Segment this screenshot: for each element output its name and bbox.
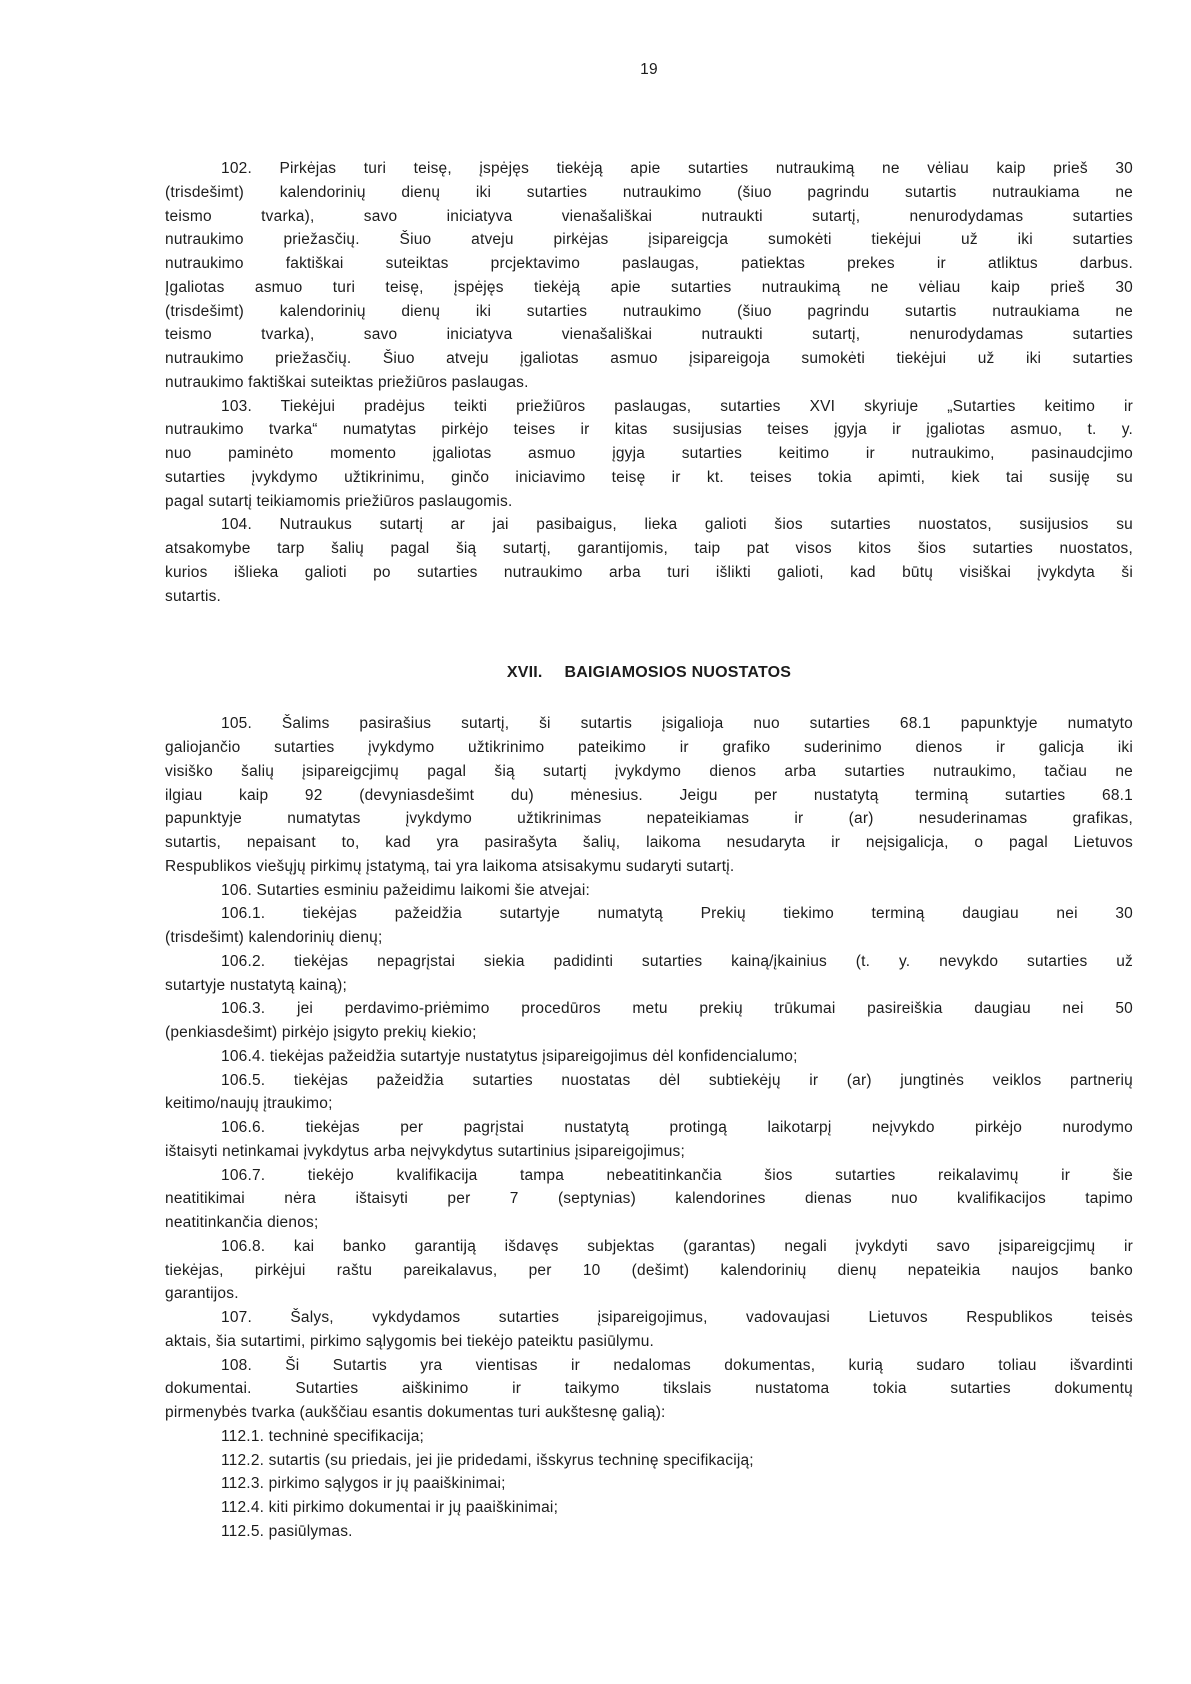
text-line: 112.2. sutartis (su priedais, jei jie pridedami, išskyrus techninę specifikaciją; — [221, 1451, 754, 1469]
paragraph — [165, 997, 1133, 1045]
paragraph — [165, 1472, 1133, 1496]
text-line: aktais, šia sutartimi, pirkimo sąlygomis bei tiekėjo pateiktu pasiūlymu. — [165, 1332, 655, 1350]
text-line: 107. Šalys, vykdydamos sutarties įsipareigojimus, vadovaujasi Lietuvos Respublikos teisės — [221, 1309, 1133, 1326]
paragraph — [165, 1496, 1133, 1520]
paragraph — [165, 879, 1133, 903]
document-body — [165, 157, 1133, 1544]
text-line: 112.1. techninė specifikacija; — [221, 1427, 425, 1445]
paragraph — [165, 712, 1133, 878]
paragraph — [165, 1235, 1133, 1306]
text-line: 112.5. pasiūlymas. — [221, 1522, 353, 1540]
paragraph — [165, 1164, 1133, 1235]
text-line: 106.4. tiekėjas pažeidžia sutartyje nustatytus įsipareigojimus dėl konfidencialumo; — [221, 1047, 798, 1065]
text-line: dokumentai. Sutarties aiškinimo ir taikymo tikslais nustatoma tokia sutarties dokumentų — [165, 1380, 1133, 1398]
text-line: neatitinkančia dienos; — [165, 1214, 319, 1231]
text-line: nuo paminėto momento įgaliotas asmuo įgyja sutarties keitimo ir nutraukimo, pasinaudcjimo — [165, 445, 1133, 462]
paragraph — [165, 1045, 1133, 1069]
text-line: keitimo/naujų įtraukimo; — [165, 1095, 333, 1113]
text-line: ilgiau kaip 92 (devyniasdešimt du) mėnesius. Jeigu per nustatytą terminą sutarties 68.1 — [165, 786, 1133, 804]
paragraph — [165, 1425, 1133, 1449]
text-line: 106.6. tiekėjas per pagrįstai nustatytą protingą laikotarpį neįvykdo pirkėjo nurodymo — [221, 1119, 1133, 1136]
text-line: 104. Nutraukus sutartį ar jai pasibaigus, lieka galioti šios sutarties nuostatos, susijusios su — [221, 516, 1133, 534]
paragraph — [165, 1354, 1133, 1425]
document-content — [165, 58, 1133, 1544]
text-line: teismo tvarka), savo iniciatyva vienašališkai nutraukti sutartį, nenurodydamas sutarties — [165, 326, 1133, 344]
paragraph — [165, 1449, 1133, 1473]
text-line: 106.7. tiekėjo kvalifikacija tampa nebeatitinkančia šios sutarties reikalavimų ir šie — [221, 1166, 1133, 1184]
text-line: 102. Pirkėjas turi teisę, įspėjęs tiekėją apie sutarties nutraukimą ne vėliau kaip prieš 30 — [221, 160, 1133, 177]
text-line: kurios išlieka galioti po sutarties nutraukimo arba turi išlikti galioti, kad būtų visiškai įvykdyta ši — [165, 563, 1133, 581]
text-line: teismo tvarka), savo iniciatyva vienašališkai nutraukti sutartį, nenurodydamas sutarties — [165, 207, 1133, 225]
text-line: (trisdešimt) kalendorinių dienų iki sutarties nutraukimo (šiuo pagrindu sutartis nutraukiama ne — [165, 302, 1133, 320]
text-line: 106.8. kai banko garantiją išdavęs subjektas (garantas) negali įvykdyti savo įsipareigcjimų ir — [221, 1237, 1133, 1255]
paragraph — [165, 1069, 1133, 1117]
text-line: nutraukimo faktiškai suteiktas priežiūros paslaugas. — [165, 373, 529, 391]
text-line: Įgaliotas asmuo turi teisę, įspėjęs tiekėją apie sutarties nutraukimą ne vėliau kaip prieš 30 — [165, 278, 1133, 296]
text-line: papunktyje numatytas įvykdymo užtikrinimas nepateikiamas ir (ar) nesuderinamas grafikas, — [165, 810, 1133, 828]
text-line: 106.1. tiekėjas pažeidžia sutartyje numatytą Prekių tiekimo terminą daugiau nei 30 — [221, 905, 1133, 923]
paragraph — [165, 902, 1133, 950]
text-line: sutartyje nustatytą kainą); — [165, 976, 348, 994]
paragraph — [165, 157, 1133, 395]
text-line: visiško šalių įsipareigcjimų pagal šią sutartį įvykdymo dienos arba sutarties nutraukimo, tačiau ne — [165, 762, 1133, 780]
paragraph — [165, 513, 1133, 608]
text-line: Respublikos viešųjų pirkimų įstatymą, tai yra laikoma atsisakymu sudaryti sutartį. — [165, 857, 735, 875]
page-number: 19 — [640, 61, 658, 78]
text-line: 112.3. pirkimo sąlygos ir jų paaiškinimai; — [221, 1475, 506, 1493]
text-line: 106.5. tiekėjas pažeidžia sutarties nuostatas dėl subtiekėjų ir (ar) jungtinės veiklos partnerių — [221, 1071, 1133, 1089]
text-line: 105. Šalims pasirašius sutartį, ši sutartis įsigalioja nuo sutarties 68.1 papunktyje numatyto — [221, 715, 1133, 733]
text-line: sutartis. — [165, 587, 222, 605]
text-line: 103. Tiekėjui pradėjus teikti priežiūros paslaugas, sutarties XVI skyriuje „Sutarties keitimo ir — [221, 397, 1133, 415]
text-line: tiekėjas, pirkėjui raštu pareikalavus, per 10 (dešimt) kalendorinių dienų nepateikia naujos banko — [165, 1261, 1133, 1279]
text-line: (trisdešimt) kalendorinių dienų; — [165, 929, 383, 946]
text-line: neatitikimai nėra ištaisyti per 7 (septynias) kalendorines dienas nuo kvalifikacijos tapimo — [165, 1190, 1133, 1208]
text-line: 108. Ši Sutartis yra vientisas ir nedalomas dokumentas, kurią sudaro toliau išvardinti — [221, 1356, 1133, 1374]
text-line: 112.4. kiti pirkimo dokumentai ir jų paaiškinimai; — [221, 1499, 559, 1516]
text-line: garantijos. — [165, 1285, 239, 1303]
paragraph — [165, 1306, 1133, 1354]
text-line: 106. Sutarties esminiu pažeidimu laikomi šie atvejai: — [221, 881, 590, 899]
text-line: ištaisyti netinkamai įvykdytus arba neįvykdytus sutartinius įsipareigojimus; — [165, 1142, 686, 1160]
section-heading — [165, 661, 1133, 685]
text-line: nutraukimo faktiškai suteiktas prcjektavimo paslaugas, patiektas prekes ir atliktus darbus. — [165, 255, 1133, 272]
text-line: 106.2. tiekėjas nepagrįstai siekia padidinti sutarties kainą/įkainius (t. y. nevykdo sutarties už — [221, 952, 1133, 970]
text-line: sutarties įvykdymo užtikrinimu, ginčo iniciavimo teisę ir kt. teises tokia apimti, kiek tai susiję su — [165, 468, 1133, 486]
text-line: nutraukimo priežasčių. Šiuo atveju pirkėjas įsipareigcja sumokėti tiekėjui už iki sutarties — [165, 231, 1133, 249]
paragraph — [165, 950, 1133, 998]
paragraph — [165, 395, 1133, 514]
text-line: nutraukimo tvarka“ numatytas pirkėjo teises ir kitas susijusias teises įgyja ir įgaliotas asmuo, t. y. — [165, 421, 1133, 439]
section-heading-title: BAIGIAMOSIOS NUOSTATOS — [564, 664, 792, 682]
text-line: 106.3. jei perdavimo-priėmimo procedūros metu prekių trūkumai pasireiškia daugiau nei 50 — [221, 1000, 1133, 1018]
text-line: (penkiasdešimt) pirkėjo įsigyto prekių kiekio; — [165, 1024, 477, 1041]
text-line: pagal sutartį teikiamomis priežiūros paslaugomis. — [165, 492, 513, 510]
text-line: sutartis, nepaisant to, kad yra pasirašyta šalių, laikoma nesudaryta ir neįsigalicja, o pagal Lietuvos — [165, 834, 1133, 851]
paragraph — [165, 1520, 1133, 1544]
text-line: nutraukimo priežasčių. Šiuo atveju įgaliotas asmuo įsipareigoja sumokėti tiekėjui už iki sutarties — [165, 350, 1133, 367]
paragraph — [165, 1116, 1133, 1164]
text-line: (trisdešimt) kalendorinių dienų iki sutarties nutraukimo (šiuo pagrindu sutartis nutraukiama ne — [165, 183, 1133, 201]
text-line: galiojančio sutarties įvykdymo užtikrinimo pateikimo ir grafiko suderinimo dienos ir galicja iki — [165, 739, 1133, 756]
section-heading-number: XVII. — [506, 664, 543, 682]
text-line: pirmenybės tvarka (aukščiau esantis dokumentas turi aukštesnę galią): — [165, 1404, 666, 1421]
text-line: atsakomybe tarp šalių pagal šią sutartį, garantijomis, taip pat visos kitos šios sutarties nuostatos, — [165, 540, 1133, 557]
